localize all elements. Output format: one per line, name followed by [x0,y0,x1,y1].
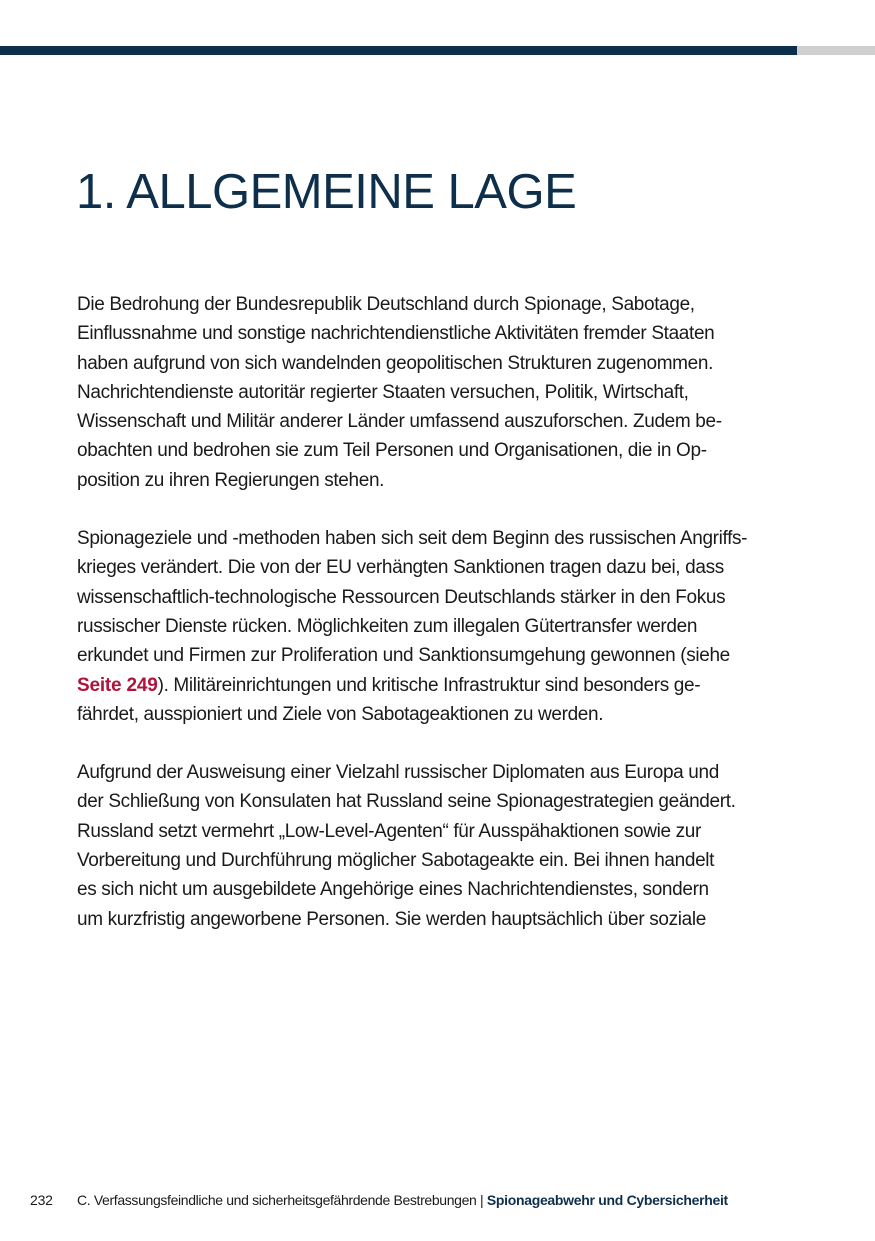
paragraph-1 [77,290,807,495]
paragraph-3 [77,758,807,934]
text-line: um kurzfristig angeworbene Personen. Sie werden hauptsächlich über soziale [77,908,706,930]
text-line: es sich nicht um ausgebildete Angehörige eines Nachrichtendienstes, sondern [77,879,709,901]
text-line: haben aufgrund von sich wandelnden geopolitischen Strukturen zugenommen. [77,352,714,374]
text-line: der Schließung von Konsulaten hat Russland seine Spionagestrategien geändert. [77,791,736,813]
text-line: krieges verändert. Die von der EU verhängten Sanktionen tragen dazu bei, dass [77,557,724,579]
page-reference-link[interactable]: Seite 249 [77,674,158,696]
text-line: fährdet, ausspioniert und Ziele von Sabotageaktionen zu werden. [77,703,604,725]
text-line: Aufgrund der Ausweisung einer Vielzahl russischer Diplomaten aus Europa und [77,762,719,784]
text-line: position zu ihren Regierungen stehen. [77,469,385,491]
footer-chapter-title: Spionageabwehr und Cybersicherheit [486,1192,728,1208]
text-line: Russland setzt vermehrt „Low-Level-Agenten“ für Ausspähaktionen sowie zur [77,820,701,842]
page-number: 232 [30,1192,53,1208]
text-line: erkundet und Firmen zur Proliferation und Sanktionsumgehung gewonnen (siehe [77,645,730,667]
text-line: Vorbereitung und Durchführung möglicher Sabotageakte ein. Bei ihnen handelt [77,850,715,872]
paragraph-2 [77,524,807,729]
text-line: russischer Dienste rücken. Möglichkeiten zum illegalen Gütertransfer werden [77,615,698,637]
text-line: Nachrichtendienste autoritär regierter Staaten versuchen, Politik, Wirtschaft, [77,381,689,403]
body-text [77,290,807,963]
text-line-with-link [77,671,807,700]
header-accent-bar [0,46,797,55]
text-line: Spionageziele und -methoden haben sich seit dem Beginn des russischen Angriffs- [77,528,748,550]
text-fragment: ). Militäreinrichtungen und kritische Infrastruktur sind besonders ge- [157,674,701,696]
page-footer [0,1188,875,1212]
footer-separator: | [476,1192,487,1208]
page-title: 1. ALLGEMEINE LAGE [76,165,577,219]
text-line: Die Bedrohung der Bundesrepublik Deutschland durch Spionage, Sabotage, [77,294,695,315]
footer-running-title [77,1188,728,1212]
footer-section-title: C. Verfassungsfeindliche und sicherheitsgefährdende Bestrebungen [77,1192,477,1208]
text-line: wissenschaftlich-technologische Ressourcen Deutschlands stärker in den Fokus [77,586,726,608]
header-accent-bar-grey [797,46,875,55]
text-line: Wissenschaft und Militär anderer Länder umfassend auszuforschen. Zudem be- [77,411,722,433]
text-line: Einflussnahme und sonstige nachrichtendienstliche Aktivitäten fremder Staaten [77,323,715,345]
text-line: obachten und bedrohen sie zum Teil Personen und Organisationen, die in Op- [77,440,707,462]
